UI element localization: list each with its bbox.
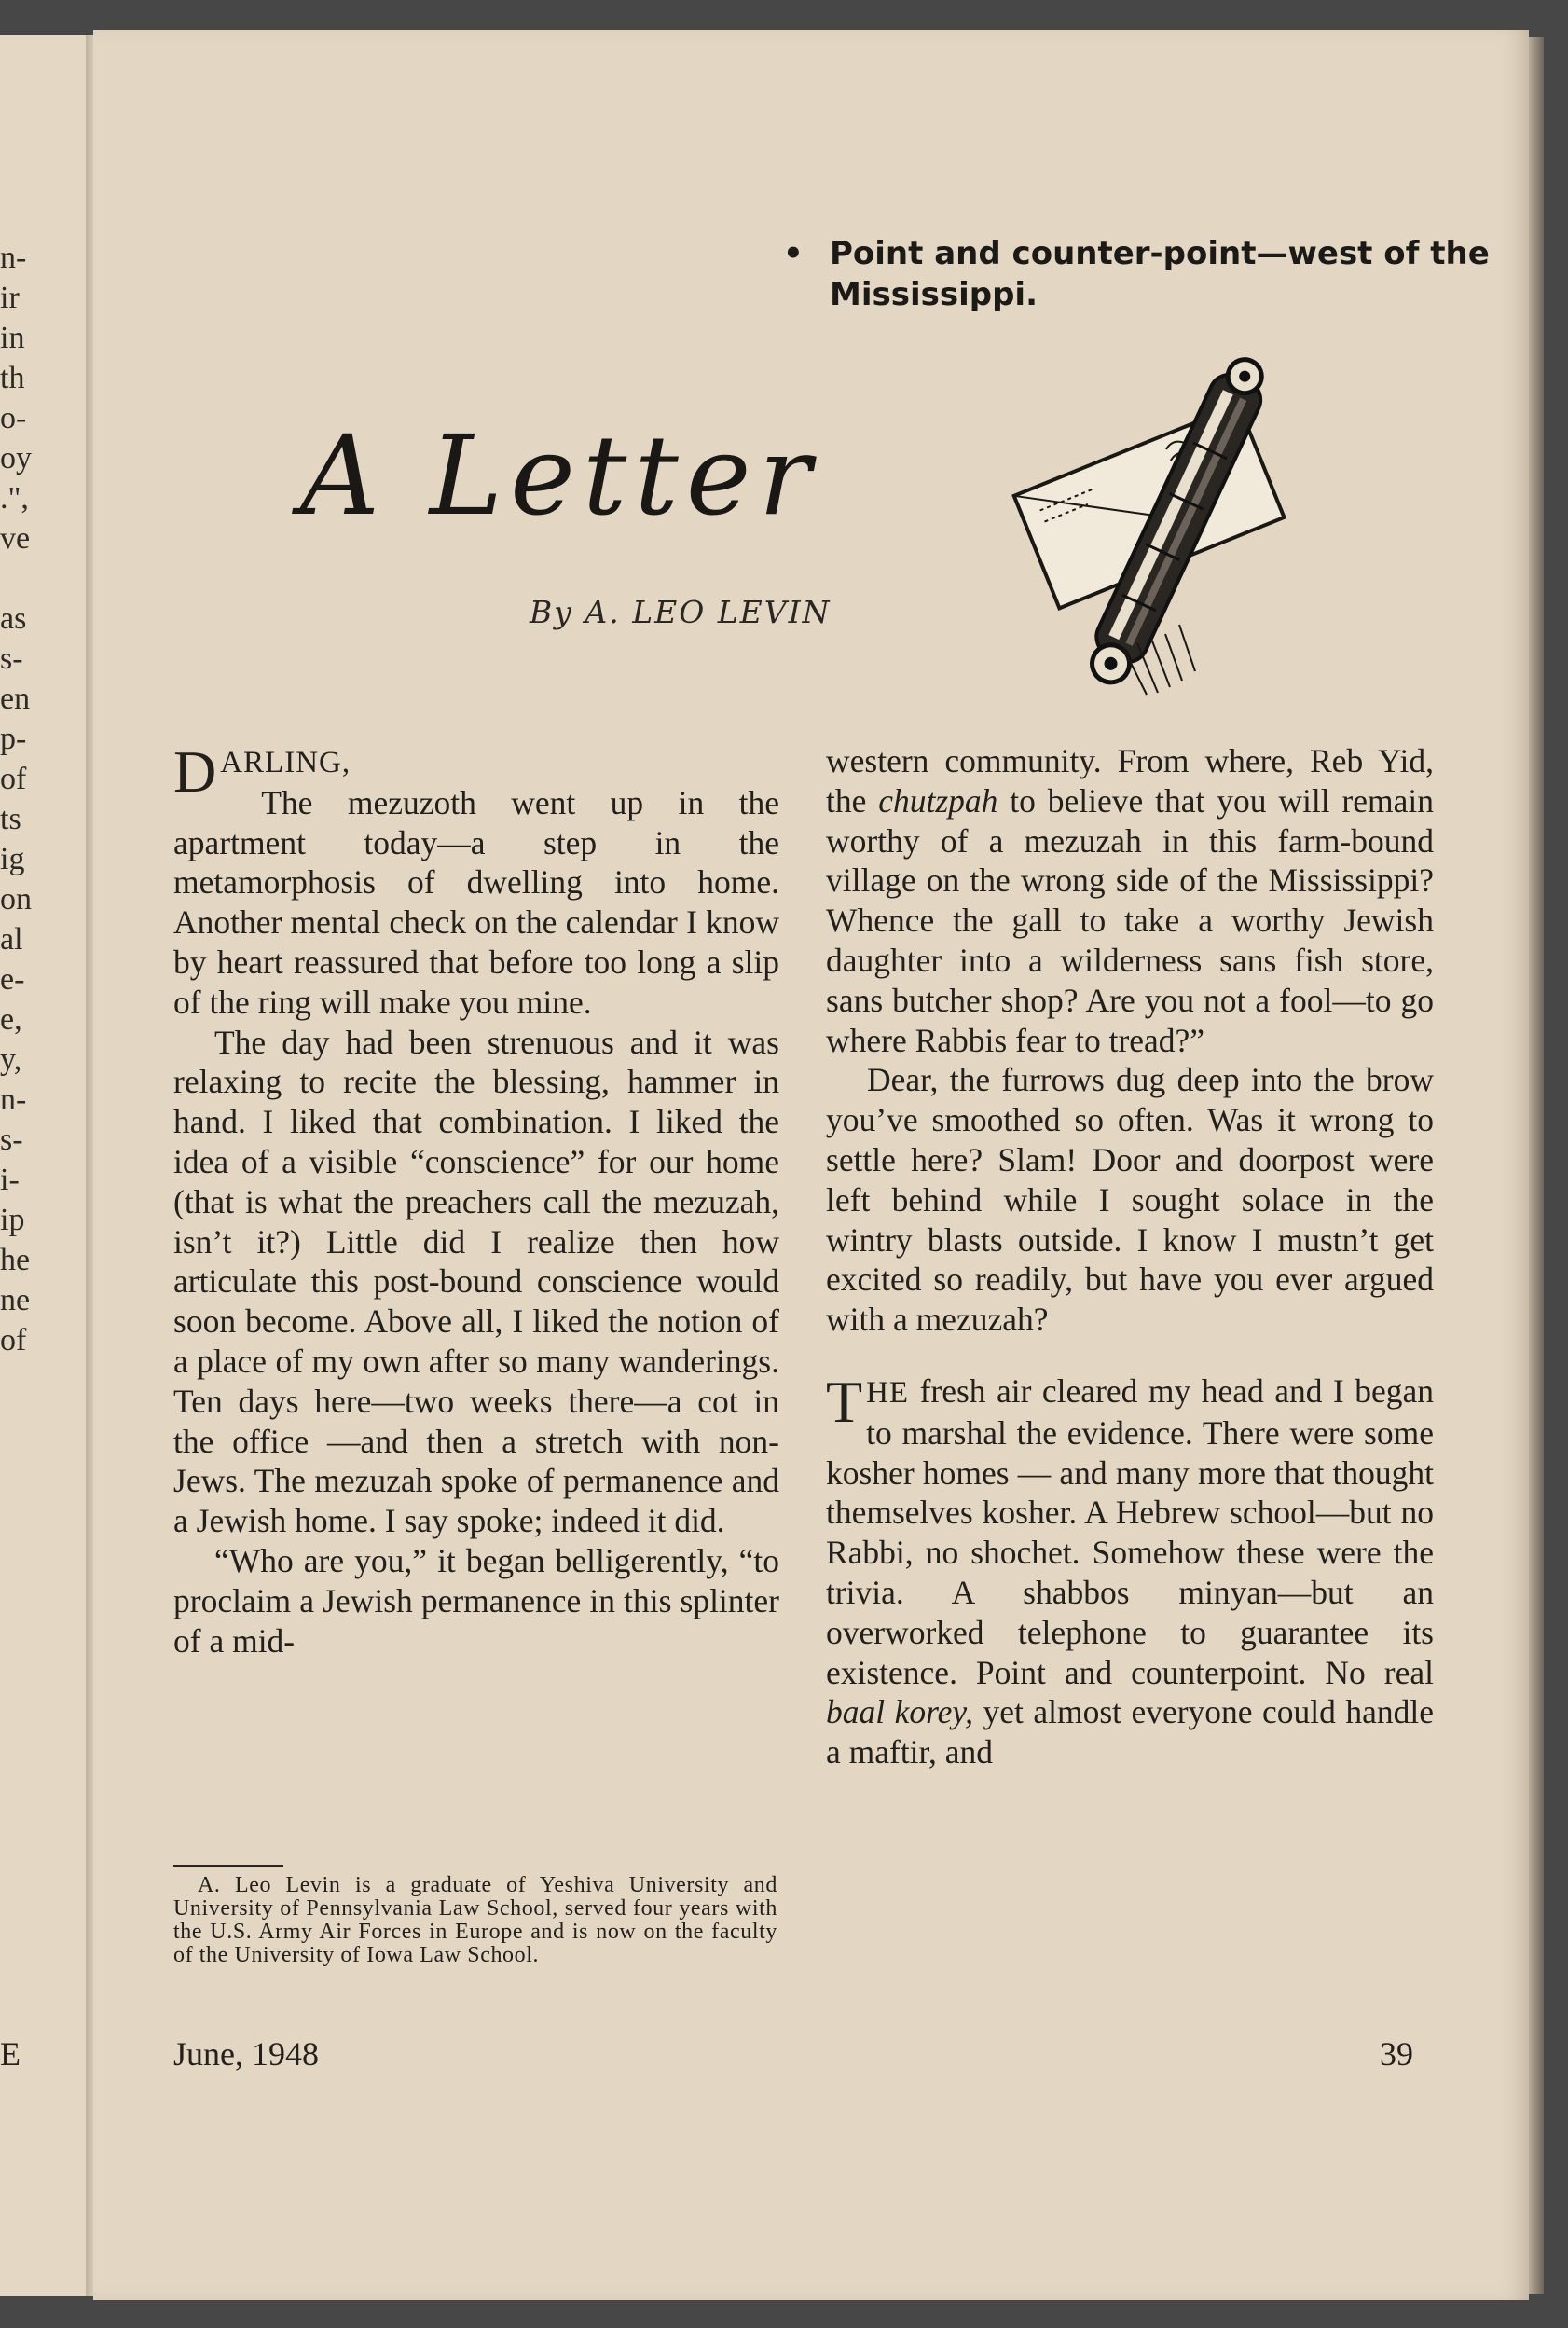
left-text-column bbox=[173, 738, 779, 1660]
right-p3-italic: baal korey, bbox=[826, 1693, 974, 1731]
previous-page-fragment: ip bbox=[0, 1203, 25, 1237]
previous-page-fragment: of bbox=[0, 762, 27, 796]
right-p1-italic: chutzpah bbox=[878, 781, 998, 820]
right-p3-end: yet almost everyone could handle a maftir, and bbox=[826, 1693, 1435, 1771]
previous-page-fragment: n- bbox=[0, 241, 27, 275]
page-number: 39 bbox=[1380, 2035, 1413, 2073]
previous-page-fragment: of bbox=[0, 1323, 27, 1357]
footnote-rule bbox=[173, 1865, 283, 1867]
salutation bbox=[173, 738, 779, 805]
letter-and-mezuzah-illustration bbox=[997, 340, 1319, 709]
right-paragraph-1 bbox=[826, 741, 1434, 1060]
issue-date: June, 1948 bbox=[173, 2035, 319, 2073]
left-paragraph-3: “Who are you,” it began belligerently, “to proclaim a Jewish permanence in this splinter of a mid- bbox=[173, 1541, 779, 1660]
article-title: A Letter bbox=[300, 411, 818, 540]
right-p3-dropcap: T bbox=[826, 1368, 863, 1435]
right-p1-end: to believe that you will remain worthy of a mezuzah in this farm-bound village on the wrong side of the Mississippi? Whence the gall to take a worthy Jewish daughter into a wilderness sans fish store, sans butcher shop? Are you not a fool—to go where Rabbis fear to tread?” bbox=[826, 781, 1434, 1059]
previous-page-fragment: as bbox=[0, 601, 27, 636]
previous-page-fragment: s- bbox=[0, 1123, 23, 1157]
previous-page-fragment: s- bbox=[0, 641, 23, 676]
previous-page-fragment: ig bbox=[0, 842, 25, 876]
right-paragraph-2: Dear, the furrows dug deep into the brow you’ve smoothed so often. Was it wrong to settle here? Slam! Door and doorpost were left behind while I sought solace in the wintry blasts outside. I know I mustn’t get excited so readily, but have you ever argued with a mezuzah? bbox=[826, 1061, 1434, 1339]
article-byline: By A. LEO LEVIN bbox=[530, 594, 832, 630]
previous-page-fragment: al bbox=[0, 922, 23, 957]
previous-page-fragment: i- bbox=[0, 1163, 20, 1197]
right-p3-caps: HE bbox=[866, 1375, 910, 1410]
right-text-column bbox=[826, 741, 1434, 1772]
previous-page-fragment: y, bbox=[0, 1042, 22, 1077]
previous-page-fragment: n- bbox=[0, 1082, 27, 1117]
previous-page-fragment: o- bbox=[0, 401, 27, 435]
previous-page-fragment: ve bbox=[0, 521, 31, 556]
tagline-text: Point and counter-point—west of the Mississippi. bbox=[830, 235, 1490, 313]
author-footnote: A. Leo Levin is a graduate of Yeshiva University and University of Pennsylvania Law School, served four years with the U.S. Army Air Forces in Europe and is now on the faculty of the University of Iowa Law School. bbox=[173, 1873, 777, 1967]
previous-page-fragment: e- bbox=[0, 962, 25, 997]
salutation-dropcap: D bbox=[173, 738, 217, 805]
previous-page-fragment: .", bbox=[0, 481, 29, 516]
article-tagline bbox=[783, 233, 1510, 315]
tagline-bullet: • bbox=[783, 235, 804, 272]
page-right-edge bbox=[1529, 37, 1544, 2294]
previous-page-fragment: ts bbox=[0, 802, 21, 836]
right-paragraph-3 bbox=[826, 1368, 1435, 1772]
salutation-rest: ARLING, bbox=[220, 746, 351, 779]
previous-page-fragment: ir bbox=[0, 281, 20, 315]
previous-page-fragment: th bbox=[0, 361, 25, 395]
previous-page-footer: E bbox=[0, 2035, 21, 2073]
previous-page-fragment: ne bbox=[0, 1283, 31, 1317]
right-p1-start: western community. From where, Reb Yid, the bbox=[826, 742, 1434, 820]
previous-page-fragment: he bbox=[0, 1243, 31, 1277]
previous-page-fragment: p- bbox=[0, 722, 27, 756]
left-paragraph-2: The day had been strenuous and it was relaxing to recite the blessing, hammer in hand. I liked that combination. I liked the idea of a visible “conscience” for our home (that is what the preachers call the mezuzah, isn’t it?) Little did I realize then how articulate this post-bound conscience would soon become. Above all, I liked the notion of a place of my own after so many wanderings. Ten days here—two weeks there—a cot in the office —and then a stretch with non-Jews. The mezuzah spoke of permanence and a Jewish home. I say spoke; indeed it did. bbox=[173, 1023, 779, 1540]
previous-page-fragment: on bbox=[0, 882, 32, 916]
left-paragraph-1: The mezuzoth went up in the apartment today—a step in the metamorphosis of dwelling into home. Another mental check on the calendar I know by heart reassured that before too long a slip of the ring will make you mine. bbox=[173, 783, 779, 1021]
previous-page-fragment: oy bbox=[0, 441, 32, 475]
previous-page-fragment: e, bbox=[0, 1002, 22, 1037]
right-p3-start: fresh air cleared my head and I began to marshal the evidence. There were some kosher homes — and many more that thought themselves kosher. A Hebrew school—but no Rabbi, no shochet. Somehow these were the trivia. A shabbos minyan—but an overworked telephone to guarantee its existence. Point and counterpoint. No real bbox=[826, 1371, 1434, 1691]
previous-page-fragment: in bbox=[0, 321, 25, 355]
previous-page-fragment: en bbox=[0, 682, 31, 716]
